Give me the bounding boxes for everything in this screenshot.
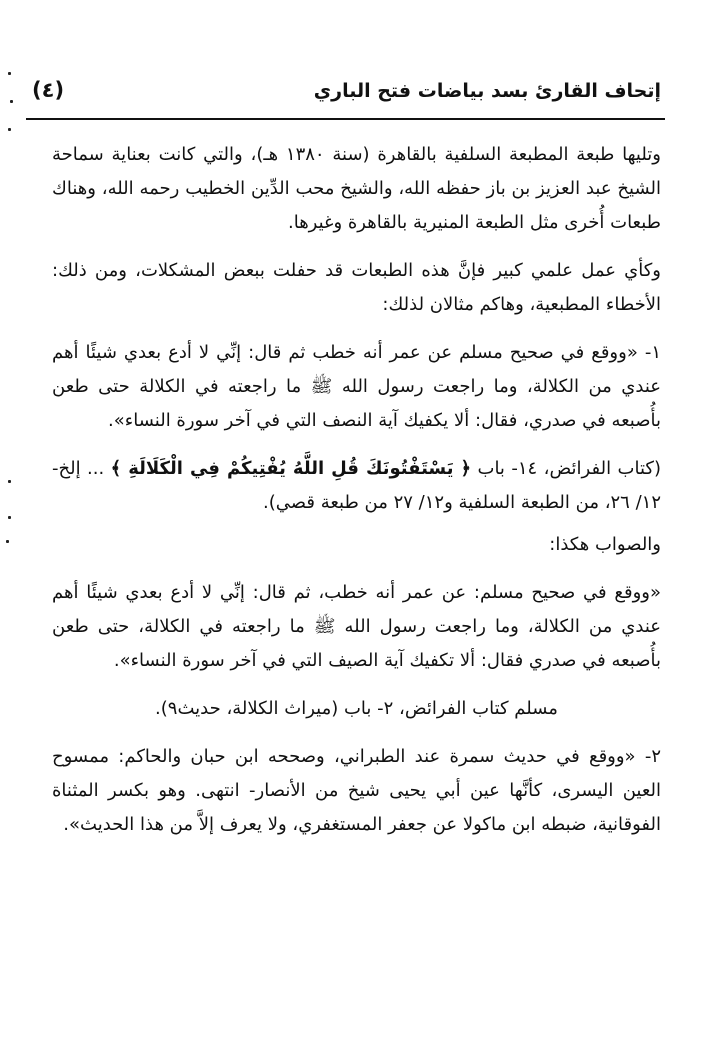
book-title: إتحاف القارئ بسد بياضات فتح الباري [313, 80, 661, 102]
page-body [52, 138, 661, 842]
scan-mark [8, 72, 11, 75]
scan-mark [8, 128, 11, 131]
paragraph: وتليها طبعة المطبعة السلفية بالقاهرة (سنة ١٣٨٠ هـ)، والتي كانت بعناية سماحة الشيخ عبد العزيز بن باز حفظه الله، والشيخ محب الدِّين الخطيب رحمه الله، وهناك طبعات أُخرى مثل الطبعة المنيرية بالقاهرة وغيرها. [52, 144, 661, 233]
scan-mark [6, 540, 9, 543]
paragraph: والصواب هكذا: [549, 534, 661, 555]
citation-text: ... إلخ- ١٢/ ٢٦، من الطبعة السلفية و١٢/ ٢٧ من طبعة قصي). [52, 458, 661, 513]
quote-paragraph: «ووقع في صحيح مسلم: عن عمر أنه خطب، ثم قال: إنِّي لا أدع بعدي شيئًا أهم عندي من الكلالة، وما راجعت رسول الله ﷺ ما راجعته في الكلالة، حتى طعن بأُصبعه في صدري فقال: ألا تكفيك آية الصيف التي في آخر سورة النساء». [52, 582, 661, 671]
citation-line: مسلم كتاب الفرائض، ٢- باب (ميراث الكلالة، حديث٩). [155, 698, 558, 719]
citation-paragraph [52, 452, 661, 520]
quote-paragraph: ٢- «ووقع في حديث سمرة عند الطبراني، وصححه ابن حبان والحاكم: ممسوح العين اليسرى، كأنَّها عين أبي يحيى شيخ من الأنصار- انتهى. وهو بكسر المثناة الفوقانية، ضبطه ابن ماكولا عن جعفر المستغفري، ولا يعرف إلاَّ من هذا الحديث». [52, 746, 661, 835]
paragraph: وكأي عمل علمي كبير فإنَّ هذه الطبعات قد حفلت ببعض المشكلات، ومن ذلك: الأخطاء المطبعية، وهاكم مثالان لذلك: [52, 260, 661, 315]
quote-paragraph: ١- «ووقع في صحيح مسلم عن عمر أنه خطب ثم قال: إنِّي لا أدع بعدي شيئًا أهم عندي من الكلالة، وما راجعت رسول الله ﷺ ما راجعته في الكلالة حتى طعن بأُصبعه في صدري، فقال: ألا يكفيك آية النصف التي في آخر سورة النساء». [52, 342, 661, 431]
page-header [26, 78, 665, 120]
citation-text: (كتاب الفرائض، ١٤- باب [477, 458, 661, 479]
quran-verse: ﴿ يَسْتَفْتُونَكَ قُلِ اللَّهُ يُفْتِيكُمْ فِي الْكَلَالَةِ ﴾ [110, 458, 472, 479]
page-number: (٤) [32, 78, 65, 102]
scan-mark [8, 480, 11, 483]
scan-mark [8, 516, 11, 519]
scan-mark [10, 100, 13, 103]
